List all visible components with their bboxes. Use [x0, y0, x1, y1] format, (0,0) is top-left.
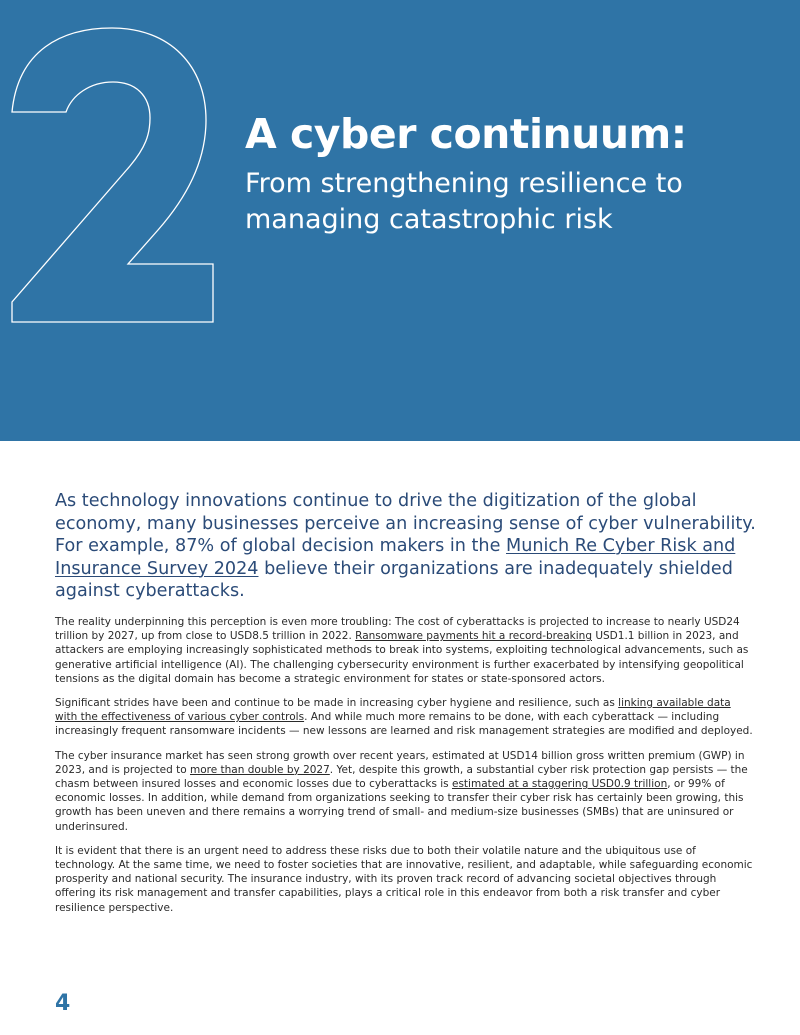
page-subtitle: From strengthening resilience to managing catastrophic risk — [245, 168, 683, 235]
lead-text-1: As technology innovations continue to drive the digitization of the global economy, many businesses perceive an increasing sense of cyber vulnerability. For example, 87% of global decision makers in the — [55, 491, 756, 556]
protection-gap-link[interactable]: estimated at a staggering USD0.9 trillion — [452, 778, 668, 791]
lead-paragraph — [55, 490, 775, 603]
paragraph-text: USD1.1 billion in 2023, and attackers are employing increasingly sophisticated methods to break into systems, exploiting technological advancements, such as generative artificial intelligence (AI). The challenging cybersecurity environment is further exacerbated by intensifying geopolitical tensions as the digital domain has become a strategic environment for states or state-sponsored actors. — [55, 630, 749, 685]
paragraph-text: . Yet, despite this growth, a substantial cyber risk protection gap persists — the chasm between insured losses and economic losses due to cyberattacks is — [55, 763, 748, 791]
lead-text-2: believe their organizations are inadequately shielded against cyberattacks. — [55, 558, 733, 601]
body-paragraph-3 — [55, 749, 755, 834]
double-by-2027-link[interactable]: more than double by 2027 — [190, 763, 330, 776]
paragraph-text: It is evident that there is an urgent need to address these risks due to both their volatile nature and the ubiquitous use of technology. At the same time, we need to foster societies that are innovative, resilient, and adaptable, while safeguarding economic prosperity and national security. The insurance industry, with its proven track record of advancing societal objectives through offering its risk management and transfer capabilities, plays a critical role in this endeavor from both a risk transfer and cyber resilience perspective. — [55, 844, 753, 914]
cyber-controls-link[interactable]: linking available data with the effectiveness of various cyber controls — [55, 697, 731, 724]
page-number: 4 — [55, 991, 71, 1016]
header-banner — [0, 0, 800, 441]
paragraph-text: The cyber insurance market has seen strong growth over recent years, estimated at USD14 billion gross written premium (GWP) in 2023, and is projected to — [55, 749, 745, 776]
paragraph-text: The reality underpinning this perception is even more troubling: The cost of cyberattacks is projected to increase to nearly USD24 trillion by 2027, up from close to USD8.5 trillion in 2022. — [55, 616, 740, 643]
paragraph-text: . And while much more remains to be done, with each cyberattack — including increasingly frequent ransomware incidents — new lessons are learned and risk management strategies are modified and deployed. — [55, 711, 753, 738]
paragraph-text: , or 99% of economic losses. In addition, while demand from organizations seeking to transfer their cyber risk has certainly been growing, this growth has been uneven and there remains a worrying trend of small- and medium-size businesses (SMBs) that are uninsured or underinsured. — [55, 778, 744, 833]
munich-re-survey-link[interactable]: Munich Re Cyber Risk and Insurance Survey 2024 — [55, 536, 736, 579]
body-paragraph-2 — [55, 696, 755, 739]
page-title: A cyber continuum: — [245, 110, 687, 158]
body-paragraph-1 — [55, 615, 755, 686]
body-paragraph-4 — [55, 844, 755, 915]
ransomware-payments-link[interactable]: Ransomware payments hit a record-breaking — [355, 630, 592, 643]
section-number-2-outline — [0, 0, 240, 340]
paragraph-text: Significant strides have been and continue to be made in increasing cyber hygiene and resilience, such as — [55, 697, 619, 710]
body-text — [55, 615, 755, 925]
